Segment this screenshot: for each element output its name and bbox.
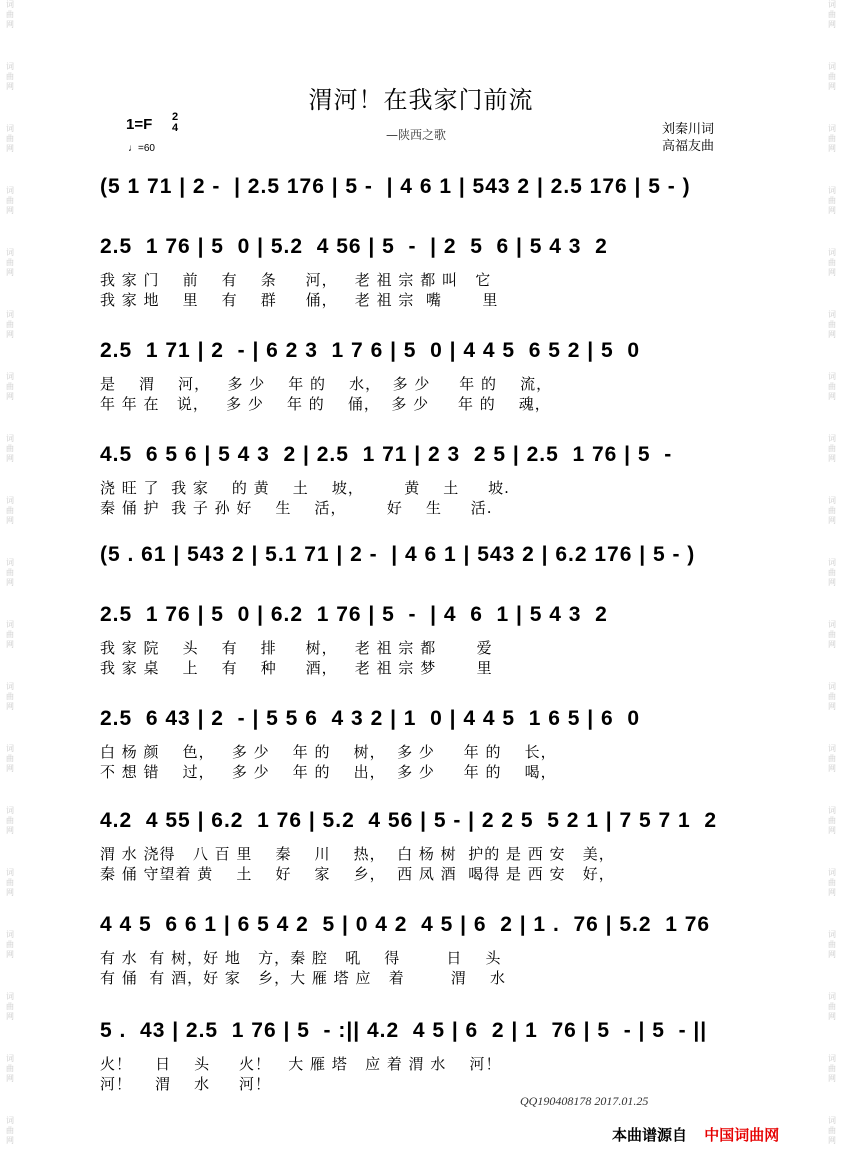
watermark-mark: [2, 1054, 18, 1116]
lyric-verse-1: 有 水 有 树，好 地 方，秦 腔 吼 得 日 头: [100, 949, 502, 967]
watermark-mark: [2, 434, 18, 496]
watermark-char: 网: [6, 640, 14, 649]
watermark-char: 网: [6, 330, 14, 339]
watermark-char: 词: [6, 1116, 14, 1125]
watermark-mark: [2, 620, 18, 682]
watermark-char: 网: [6, 950, 14, 959]
watermark-char: 词: [828, 496, 836, 505]
watermark-char: 网: [828, 20, 836, 29]
watermark-mark: [824, 310, 840, 372]
watermark-char: 词: [6, 1054, 14, 1063]
watermark-mark: [824, 744, 840, 806]
watermark-char: 曲: [6, 196, 14, 205]
watermark-char: 词: [828, 992, 836, 1001]
notation-row: 2.5 1 76 | 5 0 | 6.2 1 76 | 5 - | 4 6 1 | 5 4 3 2: [100, 603, 608, 626]
watermark-char: 曲: [828, 10, 836, 19]
watermark-char: 曲: [828, 1002, 836, 1011]
watermark-char: 网: [6, 1012, 14, 1021]
watermark-mark: [824, 558, 840, 620]
watermark-char: 曲: [828, 816, 836, 825]
watermark-char: 曲: [828, 320, 836, 329]
watermark-char: 词: [828, 682, 836, 691]
watermark-char: 词: [828, 558, 836, 567]
source-label: 本曲谱源自: [612, 1126, 688, 1144]
watermark-char: 网: [6, 392, 14, 401]
watermark-mark: [824, 1116, 840, 1171]
watermark-char: 词: [828, 744, 836, 753]
notation-row: 2.5 6 43 | 2 - | 5 5 6 4 3 2 | 1 0 | 4 4 5 1 6 5 | 6 0: [100, 707, 641, 730]
tempo-marking: ♩=60: [128, 143, 155, 154]
lyric-verse-2: 年 年 在 说， 多 少 年 的 俑， 多 少 年 的 魂，: [100, 395, 551, 413]
song-title: 渭河！在我家门前流: [308, 86, 534, 114]
watermark-char: 曲: [6, 692, 14, 701]
watermark-mark: [2, 868, 18, 930]
lyric-verse-1: 渭 水 浇得 八 百 里 秦 川 热， 白 杨 树 护的 是 西 安 美，: [100, 845, 615, 863]
watermark-mark: [2, 930, 18, 992]
lyric-verse-1: 我 家 院 头 有 排 树， 老 祖 宗 都 爱: [100, 639, 493, 657]
watermark-char: 曲: [6, 506, 14, 515]
watermark-char: 网: [828, 206, 836, 215]
watermark-char: 网: [828, 392, 836, 401]
watermark-char: 网: [6, 206, 14, 215]
watermark-char: 网: [828, 888, 836, 897]
watermark-char: 曲: [6, 1064, 14, 1073]
watermark-mark: [824, 992, 840, 1054]
lyric-verse-1: 火！ 日 头 火！ 大 雁 塔 应 着 渭 水 河！: [100, 1055, 502, 1073]
watermark-char: 词: [6, 682, 14, 691]
notation-row: (5 . 61 | 543 2 | 5.1 71 | 2 - | 4 6 1 | 543 2 | 6.2 176 | 5 - ): [100, 543, 696, 566]
notation-row: 2.5 1 71 | 2 - | 6 2 3 1 7 6 | 5 0 | 4 4 5 6 5 2 | 5 0: [100, 339, 641, 362]
watermark-char: 曲: [6, 878, 14, 887]
watermark-char: 词: [828, 930, 836, 939]
watermark-char: 曲: [6, 444, 14, 453]
watermark-mark: [824, 372, 840, 434]
composer-credit: 高福友曲: [662, 139, 715, 154]
lyric-verse-2: 我 家 桌 上 有 种 酒， 老 祖 宗 梦 里: [100, 659, 493, 677]
watermark-mark: [2, 186, 18, 248]
watermark-char: 词: [6, 0, 14, 9]
watermark-char: 词: [828, 310, 836, 319]
lyric-verse-1: 我 家 门 前 有 条 河， 老 祖 宗 都 叫 它: [100, 271, 492, 289]
watermark-char: 网: [6, 702, 14, 711]
watermark-right: [824, 0, 840, 1171]
watermark-char: 网: [6, 764, 14, 773]
watermark-char: 曲: [6, 320, 14, 329]
watermark-char: 曲: [828, 568, 836, 577]
watermark-char: 词: [6, 62, 14, 71]
watermark-char: 曲: [6, 10, 14, 19]
watermark-char: 网: [6, 516, 14, 525]
watermark-char: 词: [6, 496, 14, 505]
lyric-verse-2: 秦 俑 护 我 子 孙 好 生 活， 好 生 活.: [100, 499, 493, 517]
watermark-char: 词: [828, 372, 836, 381]
watermark-char: 网: [6, 82, 14, 91]
watermark-char: 词: [6, 992, 14, 1001]
notation-row: 4 4 5 6 6 1 | 6 5 4 2 5 | 0 4 2 4 5 | 6 2 | 1 . 76 | 5.2 1 76: [100, 913, 711, 936]
watermark-char: 网: [6, 1136, 14, 1145]
watermark-char: 词: [828, 868, 836, 877]
watermark-mark: [2, 744, 18, 806]
watermark-char: 词: [828, 248, 836, 257]
watermark-mark: [824, 124, 840, 186]
watermark-mark: [824, 248, 840, 310]
site-name-link[interactable]: 中国词曲网: [704, 1126, 780, 1144]
watermark-char: 曲: [6, 382, 14, 391]
watermark-char: 网: [6, 578, 14, 587]
watermark-char: 曲: [6, 940, 14, 949]
meter-bottom: 4: [172, 122, 179, 134]
notation-row: 4.2 4 55 | 6.2 1 76 | 5.2 4 56 | 5 - | 2 2 5 5 2 1 | 7 5 7 1 2: [100, 809, 718, 832]
notation-row: (5 1 71 | 2 - | 2.5 176 | 5 - | 4 6 1 | 543 2 | 2.5 176 | 5 - ): [100, 175, 691, 198]
lyric-verse-2: 我 家 地 里 有 群 俑， 老 祖 宗 嘴 里: [100, 291, 499, 309]
watermark-char: 词: [828, 186, 836, 195]
qq-date-signature: QQ190408178 2017.01.25: [520, 1094, 649, 1108]
watermark-char: 词: [6, 310, 14, 319]
notation-row: 4.5 6 5 6 | 5 4 3 2 | 2.5 1 71 | 2 3 2 5 | 2.5 1 76 | 5 -: [100, 443, 673, 466]
watermark-char: 网: [828, 826, 836, 835]
watermark-char: 词: [6, 372, 14, 381]
watermark-char: 网: [828, 950, 836, 959]
watermark-mark: [2, 496, 18, 558]
watermark-char: 曲: [6, 258, 14, 267]
watermark-mark: [824, 806, 840, 868]
watermark-mark: [2, 248, 18, 310]
watermark-char: 词: [6, 930, 14, 939]
lyric-verse-2: 河！ 渭 水 河！: [100, 1075, 271, 1093]
watermark-char: 网: [828, 1074, 836, 1083]
watermark-char: 曲: [828, 940, 836, 949]
source-credit: [612, 1124, 779, 1145]
watermark-char: 曲: [828, 134, 836, 143]
watermark-char: 曲: [6, 1126, 14, 1135]
watermark-char: 曲: [828, 878, 836, 887]
watermark-char: 词: [828, 434, 836, 443]
lyric-verse-1: 是 渭 河， 多 少 年 的 水， 多 少 年 的 流，: [100, 375, 553, 393]
watermark-char: 曲: [828, 1126, 836, 1135]
watermark-mark: [824, 1054, 840, 1116]
lyric-verse-2: 有 俑 有 酒，好 家 乡，大 雁 塔 应 着 渭 水: [100, 969, 506, 987]
watermark-char: 词: [6, 248, 14, 257]
watermark-char: 曲: [6, 72, 14, 81]
watermark-mark: [2, 124, 18, 186]
watermark-char: 网: [6, 826, 14, 835]
watermark-char: 网: [828, 516, 836, 525]
watermark-char: 网: [828, 578, 836, 587]
watermark-char: 曲: [828, 196, 836, 205]
watermark-mark: [2, 806, 18, 868]
watermark-char: 词: [6, 558, 14, 567]
watermark-char: 网: [828, 1136, 836, 1145]
lyricist-credit: 刘秦川词: [662, 122, 715, 137]
watermark-char: 网: [828, 144, 836, 153]
watermark-char: 曲: [828, 382, 836, 391]
watermark-char: 网: [6, 888, 14, 897]
watermark-char: 曲: [828, 258, 836, 267]
watermark-char: 网: [6, 20, 14, 29]
watermark-char: 词: [6, 868, 14, 877]
watermark-char: 网: [828, 82, 836, 91]
watermark-char: 词: [828, 806, 836, 815]
watermark-mark: [824, 868, 840, 930]
watermark-mark: [2, 372, 18, 434]
watermark-char: 词: [6, 124, 14, 133]
watermark-char: 曲: [828, 1064, 836, 1073]
lyric-verse-1: 浇 旺 了 我 家 的 黄 土 坡， 黄 土 坡.: [100, 479, 510, 497]
watermark-char: 网: [828, 330, 836, 339]
watermark-char: 词: [828, 124, 836, 133]
watermark-mark: [2, 1116, 18, 1171]
watermark-char: 网: [828, 764, 836, 773]
watermark-char: 网: [828, 268, 836, 277]
watermark-char: 网: [828, 640, 836, 649]
watermark-mark: [2, 558, 18, 620]
watermark-char: 词: [6, 186, 14, 195]
watermark-mark: [2, 682, 18, 744]
watermark-char: 词: [6, 744, 14, 753]
lyric-verse-2: 不 想 错 过， 多 少 年 的 出， 多 少 年 的 喝，: [100, 763, 557, 781]
watermark-char: 曲: [6, 754, 14, 763]
watermark-mark: [824, 0, 840, 62]
watermark-char: 曲: [828, 692, 836, 701]
watermark-char: 曲: [6, 134, 14, 143]
watermark-char: 曲: [828, 630, 836, 639]
watermark-mark: [824, 930, 840, 992]
watermark-char: 曲: [6, 1002, 14, 1011]
watermark-char: 网: [6, 454, 14, 463]
watermark-char: 网: [828, 1012, 836, 1021]
lyric-verse-2: 秦 俑 守望着 黄 土 好 家 乡， 西 凤 酒 喝得 是 西 安 好，: [100, 865, 615, 883]
watermark-char: 词: [828, 62, 836, 71]
watermark-char: 网: [6, 1074, 14, 1083]
watermark-left: [2, 0, 18, 1171]
watermark-char: 词: [6, 806, 14, 815]
watermark-char: 词: [828, 1054, 836, 1063]
watermark-char: 词: [828, 1116, 836, 1125]
watermark-mark: [2, 310, 18, 372]
meter-top: 2: [172, 111, 179, 123]
watermark-mark: [824, 434, 840, 496]
watermark-char: 曲: [828, 444, 836, 453]
watermark-char: 词: [828, 620, 836, 629]
watermark-mark: [824, 496, 840, 558]
song-subtitle: —陕西之歌: [386, 128, 447, 142]
lyric-verse-1: 白 杨 颜 色， 多 少 年 的 树， 多 少 年 的 长，: [100, 743, 557, 761]
notation-row: 5 . 43 | 2.5 1 76 | 5 - :|| 4.2 4 5 | 6 2 | 1 76 | 5 - | 5 - ||: [100, 1019, 708, 1042]
watermark-char: 词: [828, 0, 836, 9]
watermark-char: 曲: [828, 72, 836, 81]
watermark-mark: [824, 186, 840, 248]
notation-row: 2.5 1 76 | 5 0 | 5.2 4 56 | 5 - | 2 5 6 | 5 4 3 2: [100, 235, 608, 258]
watermark-char: 网: [6, 144, 14, 153]
time-signature: [172, 112, 178, 134]
watermark-char: 曲: [6, 568, 14, 577]
watermark-char: 曲: [828, 754, 836, 763]
watermark-char: 网: [6, 268, 14, 277]
key-signature: 1=F: [126, 116, 153, 133]
watermark-char: 词: [6, 434, 14, 443]
watermark-char: 词: [6, 620, 14, 629]
watermark-mark: [2, 0, 18, 62]
watermark-char: 曲: [6, 630, 14, 639]
watermark-char: 曲: [6, 816, 14, 825]
watermark-char: 网: [828, 702, 836, 711]
watermark-mark: [824, 620, 840, 682]
watermark-mark: [824, 682, 840, 744]
watermark-mark: [2, 992, 18, 1054]
watermark-char: 网: [828, 454, 836, 463]
watermark-char: 曲: [828, 506, 836, 515]
